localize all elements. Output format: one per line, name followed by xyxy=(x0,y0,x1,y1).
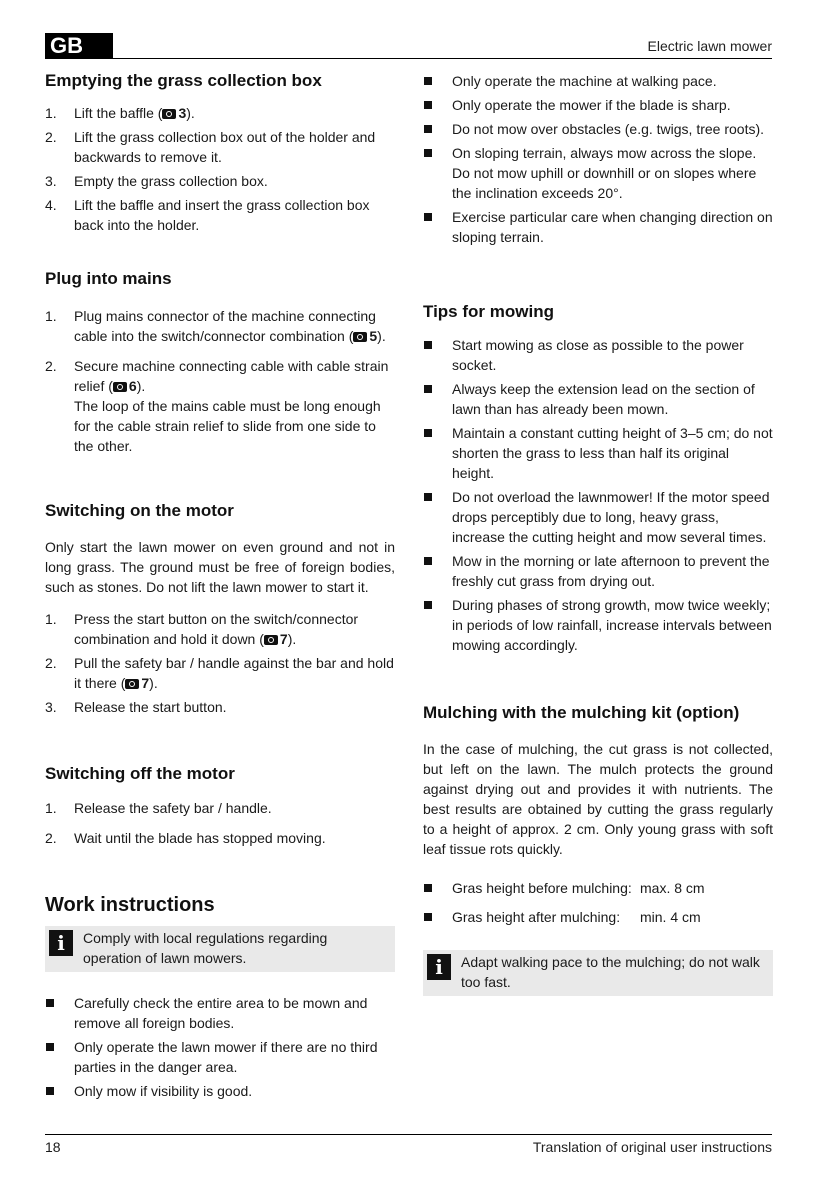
list-item: Always keep the extension lead on the section of lawn than has already been mown. xyxy=(423,379,773,419)
list-item: Mow in the morning or late afternoon to prevent the freshly cut grass from drying out. xyxy=(423,551,773,591)
heading-switch-off: Switching off the motor xyxy=(45,764,235,783)
list-item: 2. Secure machine connecting cable with cable strain relief ( 6). The loop of the mains cable must be long enough for the cable strain relief to slide from one side to the other. xyxy=(45,358,389,454)
list-item: Start mowing as close as possible to the power socket. xyxy=(423,335,773,375)
plug-steps xyxy=(45,306,390,460)
work-bullets xyxy=(45,993,390,1105)
header-rule xyxy=(113,58,772,59)
operation-bullets xyxy=(423,71,773,251)
list-item: 2. Wait until the blade has stopped moving. xyxy=(45,830,326,846)
language-tag: GB xyxy=(45,33,113,59)
list-item: Only mow if visibility is good. xyxy=(45,1081,390,1101)
list-item: Exercise particular care when changing direction on sloping terrain. xyxy=(423,207,773,247)
list-item: Only operate the machine at walking pace. xyxy=(423,71,773,91)
list-item: 2. Pull the safety bar / handle against the bar and hold it there ( 7). xyxy=(45,655,394,691)
heading-plug: Plug into mains xyxy=(45,269,172,288)
info-note-walking-pace: i Adapt walking pace to the mulching; do not walk too fast. xyxy=(423,950,773,996)
list-item: Only operate the lawn mower if there are no third parties in the danger area. xyxy=(45,1037,390,1077)
info-note-regulations: i Comply with local regulations regarding operation of lawn mowers. xyxy=(45,926,395,972)
switch-on-steps xyxy=(45,609,395,721)
footer-rule xyxy=(45,1134,772,1135)
camera-icon xyxy=(125,679,139,689)
heading-work-instructions: Work instructions xyxy=(45,894,215,916)
page-number: 18 xyxy=(45,1139,61,1155)
heading-tips: Tips for mowing xyxy=(423,302,554,321)
list-item: Only operate the mower if the blade is sharp. xyxy=(423,95,773,115)
camera-icon xyxy=(113,382,127,392)
tips-bullets xyxy=(423,335,773,659)
list-item: 1. Plug mains connector of the machine connecting cable into the switch/connector combination ( 5). xyxy=(45,308,386,344)
list-item: 2. Lift the grass collection box out of the holder and backwards to remove it. xyxy=(45,129,376,165)
footer-text: Translation of original user instructions xyxy=(532,1139,772,1155)
list-item: Do not overload the lawnmower! If the motor speed drops perceptibly due to long, heavy grass, increase the cutting height and mow several times. xyxy=(423,487,773,547)
info-icon: i xyxy=(427,954,451,980)
heading-emptying: Emptying the grass collection box xyxy=(45,71,322,90)
list-item: Gras height before mulching: max. 8 cm xyxy=(423,878,773,898)
list-item: 1. Press the start button on the switch/connector combination and hold it down ( 7). xyxy=(45,611,359,647)
list-item: During phases of strong growth, mow twice weekly; in periods of low rainfall, increase intervals between mowing accordingly. xyxy=(423,595,773,655)
list-item: 1. Lift the baffle ( 3). xyxy=(45,105,195,121)
info-icon: i xyxy=(49,930,73,956)
document-title: Electric lawn mower xyxy=(647,38,772,54)
list-item: Carefully check the entire area to be mown and remove all foreign bodies. xyxy=(45,993,390,1033)
list-item: 3. Release the start button. xyxy=(45,699,227,715)
list-item: 3. Empty the grass collection box. xyxy=(45,173,268,189)
list-item: Do not mow over obstacles (e.g. twigs, tree roots). xyxy=(423,119,773,139)
switch-on-intro: Only start the lawn mower on even ground and not in long grass. The ground must be free of foreign bodies, such as stones. Do not lift the lawn mower to start it. xyxy=(45,539,395,595)
list-item: Maintain a constant cutting height of 3–5 cm; do not shorten the grass to less than half its original height. xyxy=(423,423,773,483)
heading-mulching: Mulching with the mulching kit (option) xyxy=(423,703,740,722)
camera-icon xyxy=(264,635,278,645)
switch-off-steps xyxy=(45,798,395,852)
list-item: Gras height after mulching: min. 4 cm xyxy=(423,907,773,927)
list-item: 1. Release the safety bar / handle. xyxy=(45,800,272,816)
list-item: 4. Lift the baffle and insert the grass collection box back into the holder. xyxy=(45,197,370,233)
emptying-steps xyxy=(45,103,390,239)
camera-icon xyxy=(353,332,367,342)
heading-switch-on: Switching on the motor xyxy=(45,501,234,520)
mulching-intro: In the case of mulching, the cut grass is not collected, but left on the lawn. The mulch protects the ground against drying out and provides it with nutrients. The best results are obtained by cutting the grass regularly to a height of approx. 2 cm. Only young grass with soft leaf tissue rots quickly. xyxy=(423,741,773,857)
list-item: On sloping terrain, always mow across the slope. Do not mow uphill or downhill or on slopes where the inclination exceeds 20°. xyxy=(423,143,773,203)
camera-icon xyxy=(162,109,176,119)
mulching-specs xyxy=(423,878,773,931)
